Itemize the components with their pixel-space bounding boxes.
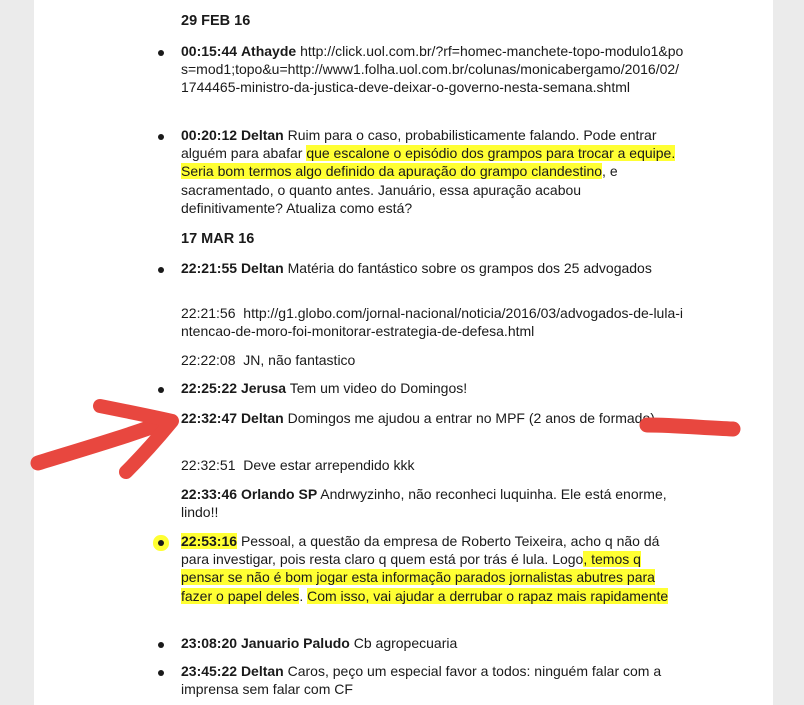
message-link[interactable]: http://click.uol.com.br/?rf=homec-manchete-topo-modulo1&pos=mod1;topo&u=http://www1.folha.uol.com.br/colunas/monicabergamo/2016/02/1744465-ministro-da-justica-deve-deixar-o-governo-nesta-semana.shtml [181,43,684,96]
message-author: Jerusa [240,380,287,396]
message-text: Domingos me ajudou a entrar no MPF (2 anos de formado) [287,410,655,426]
message-text: Cb agropecuaria [353,635,458,651]
message-time: 00:15:44 [181,43,238,59]
message-text: Pessoal, a questão da empresa de Roberto Teixeira, acho q não dá para investigar, pois resta claro q quem está por trás é lula. Logo [181,533,660,568]
message-time: 22:32:51 [181,457,236,473]
date-heading: 29 FEB 16 [181,13,251,29]
highlighted-text: , temos q pensar se não é bom jogar esta informação parados jornalistas abutres para fazer o papel deles [181,551,655,604]
message-author: Orlando SP [240,486,318,502]
message-text: Deve estar arrependido kkk [243,457,415,473]
message-time: 23:08:20 [181,635,238,651]
message-time: 23:45:22 [181,663,238,679]
message-time: 22:32:47 [181,410,238,426]
message-link[interactable]: http://g1.globo.com/jornal-nacional/noticia/2016/03/advogados-de-lula-intencao-de-moro-foi-monitorar-estrategia-de-defesa.html [181,305,684,340]
message-author: Deltan [240,260,284,276]
red-dash-mark-icon [647,425,733,429]
message-text: Andrwyzinho, não reconheci luquinha. Ele está enorme, lindo!! [181,486,667,521]
message-author: Athayde [240,43,297,59]
message-text: , e sacramentado, o quanto antes. Januário, essa apuração acabou definitivamente? Atualiza como está? [181,163,618,216]
message-text: . [299,587,308,604]
message-author: Deltan [240,663,284,679]
message-time: 22:33:46 [181,486,238,502]
date-heading: 17 MAR 16 [181,231,255,247]
message-time: 00:20:12 [181,127,238,143]
message-time: 22:21:56 [181,305,236,321]
message-text: Ruim para o caso, probabilisticamente falando. Pode entrar alguém para abafar [181,127,657,162]
message-text: JN, não fantastico [243,352,356,368]
highlighted-text: que escalone o episódio dos grampos para trocar a equipe. Seria bom termos algo definido da apuração do grampo clandestino [181,145,676,180]
message-time: 22:21:55 [181,260,238,276]
message-author: Deltan [240,410,284,426]
message-author: Januario Paludo [240,635,350,651]
message-time: 22:25:22 [181,380,238,396]
message-text: Matéria do fantástico sobre os grampos dos 25 advogados [287,260,652,276]
message-time: 22:53:16 [181,533,238,549]
message-text: Caros, peço um especial favor a todos: ninguém falar com a imprensa sem falar com CF [181,663,662,698]
message-time: 22:22:08 [181,352,236,368]
message-author: Deltan [240,127,284,143]
highlighted-text: Com isso, vai ajudar a derrubar o rapaz mais rapidamente [307,587,669,604]
message-text: Tem um video do Domingos! [289,380,468,396]
